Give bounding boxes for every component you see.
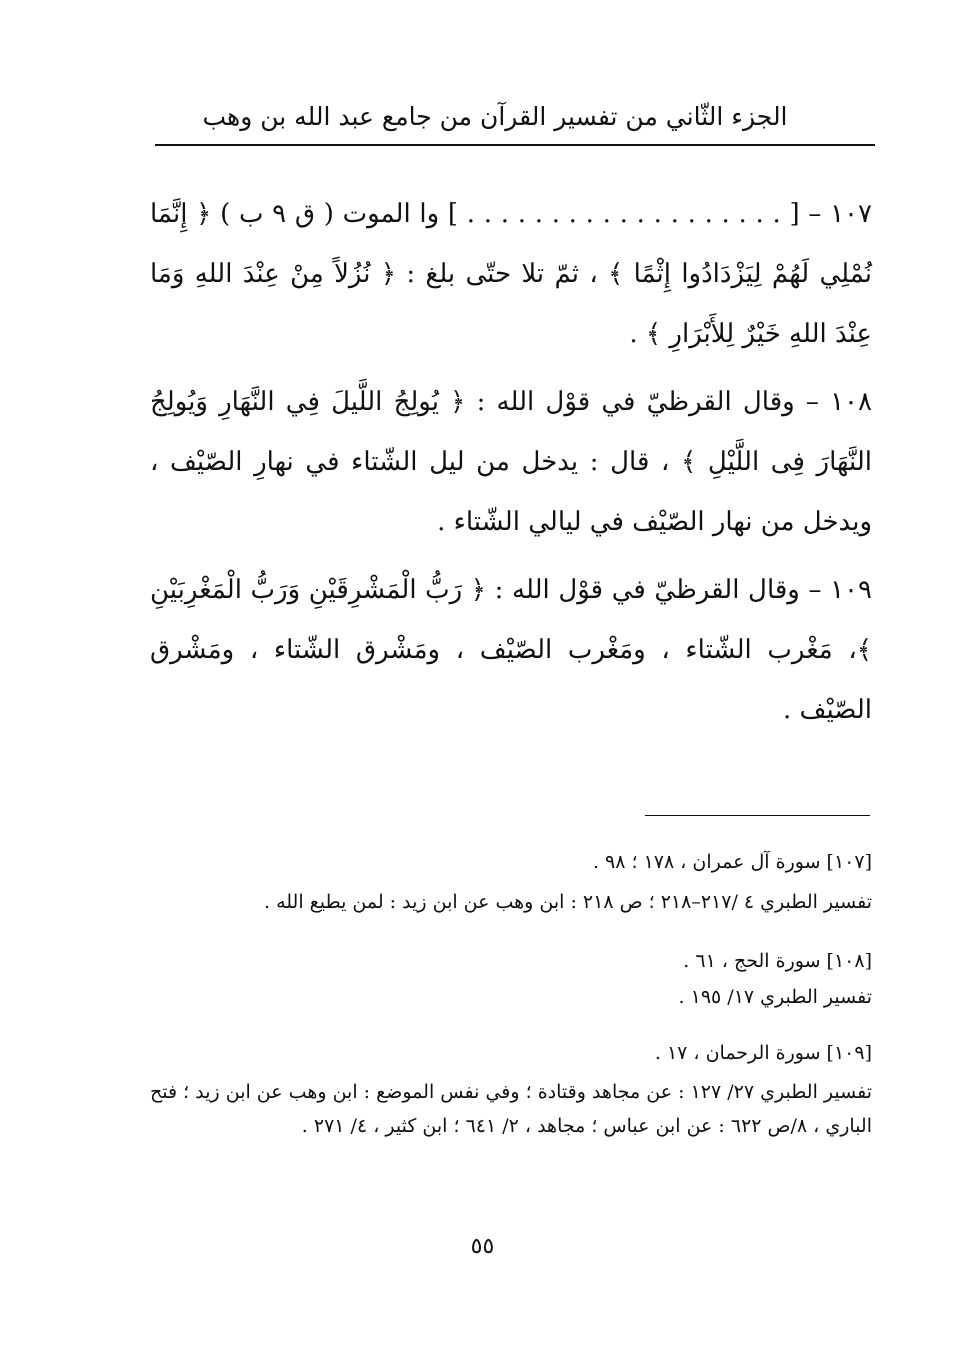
footnote-108-source: [١٠٨] سورة الحج ، ٦١ . <box>683 950 872 972</box>
footnote-109-reference: تفسير الطبري ٢٧/ ١٢٧ : عن مجاهد وقتادة ؛ وفي نفس الموضع : ابن وهب عن ابن زيد ؛ فتح الباري ، ٨/ص ٦٢٢ : عن ابن عباس ؛ مجاهد ، ٢/ ٦٤١ ؛ ابن كثير ، ٤/ ٢٧١ . <box>150 1081 872 1137</box>
footnote-107-reference: تفسير الطبري ٤ /٢١٧–٢١٨ ؛ ص ٢١٨ : ابن وهب عن ابن زيد : لمن يطيع الله . <box>263 891 872 913</box>
paragraph-109: ١٠٩ – وقال القرظيّ في قوْل الله : ﴿ رَبُّ الْمَشْرِقَيْنِ وَرَبُّ الْمَغْرِبَيْنِ ﴾، مَغْرب الشّتاء ، ومَغْرب الصّيْف ، ومَشْرق الشّتاء ، ومَشْرق الصّيْف . <box>150 575 872 725</box>
paragraph-108: ١٠٨ – وقال القرظيّ في قوْل الله : ﴿ يُولِجُ اللَّيلَ فِي النَّهَارِ وَيُولِجُ النَّهَارَ فِى اللَّيْلِ ﴾ ، قال : يدخل من ليل الشّتاء في نهارِ الصّيْف ، ويدخل من نهار الصّيْف في ليالي الشّتاء . <box>150 387 872 537</box>
running-header-title: الجزء الثّاني من تفسير القرآن من جامع عبد الله بن وهب <box>202 102 788 131</box>
footnote-divider <box>645 815 870 816</box>
page-number: ٥٥ <box>470 1234 495 1259</box>
footnote-109-source: [١٠٩] سورة الرحمان ، ١٧ . <box>654 1042 872 1064</box>
footnote-107-source: [١٠٧] سورة آل عمران ، ١٧٨ ؛ ٩٨ . <box>592 851 872 873</box>
footnote-108-reference: تفسير الطبري ١٧/ ١٩٥ . <box>678 986 872 1008</box>
paragraph-107: ١٠٧ – [ . . . . . . . . . . . . . . . . . . . ] وا الموت ( ق ٩ ب ) ﴿ إِنَّمَا نُمْلِي لَهُمْ لِيَزْدَادُوا إِثْمًا ﴾ ، ثمّ تلا حتّى بلغ : ﴿ نُزُلاً مِنْ عِنْدَ اللهِ وَمَا عِنْدَ اللهِ خَيْرٌ لِلأَبْرَارِ ﴾ . <box>150 199 872 349</box>
header-divider <box>155 144 875 146</box>
